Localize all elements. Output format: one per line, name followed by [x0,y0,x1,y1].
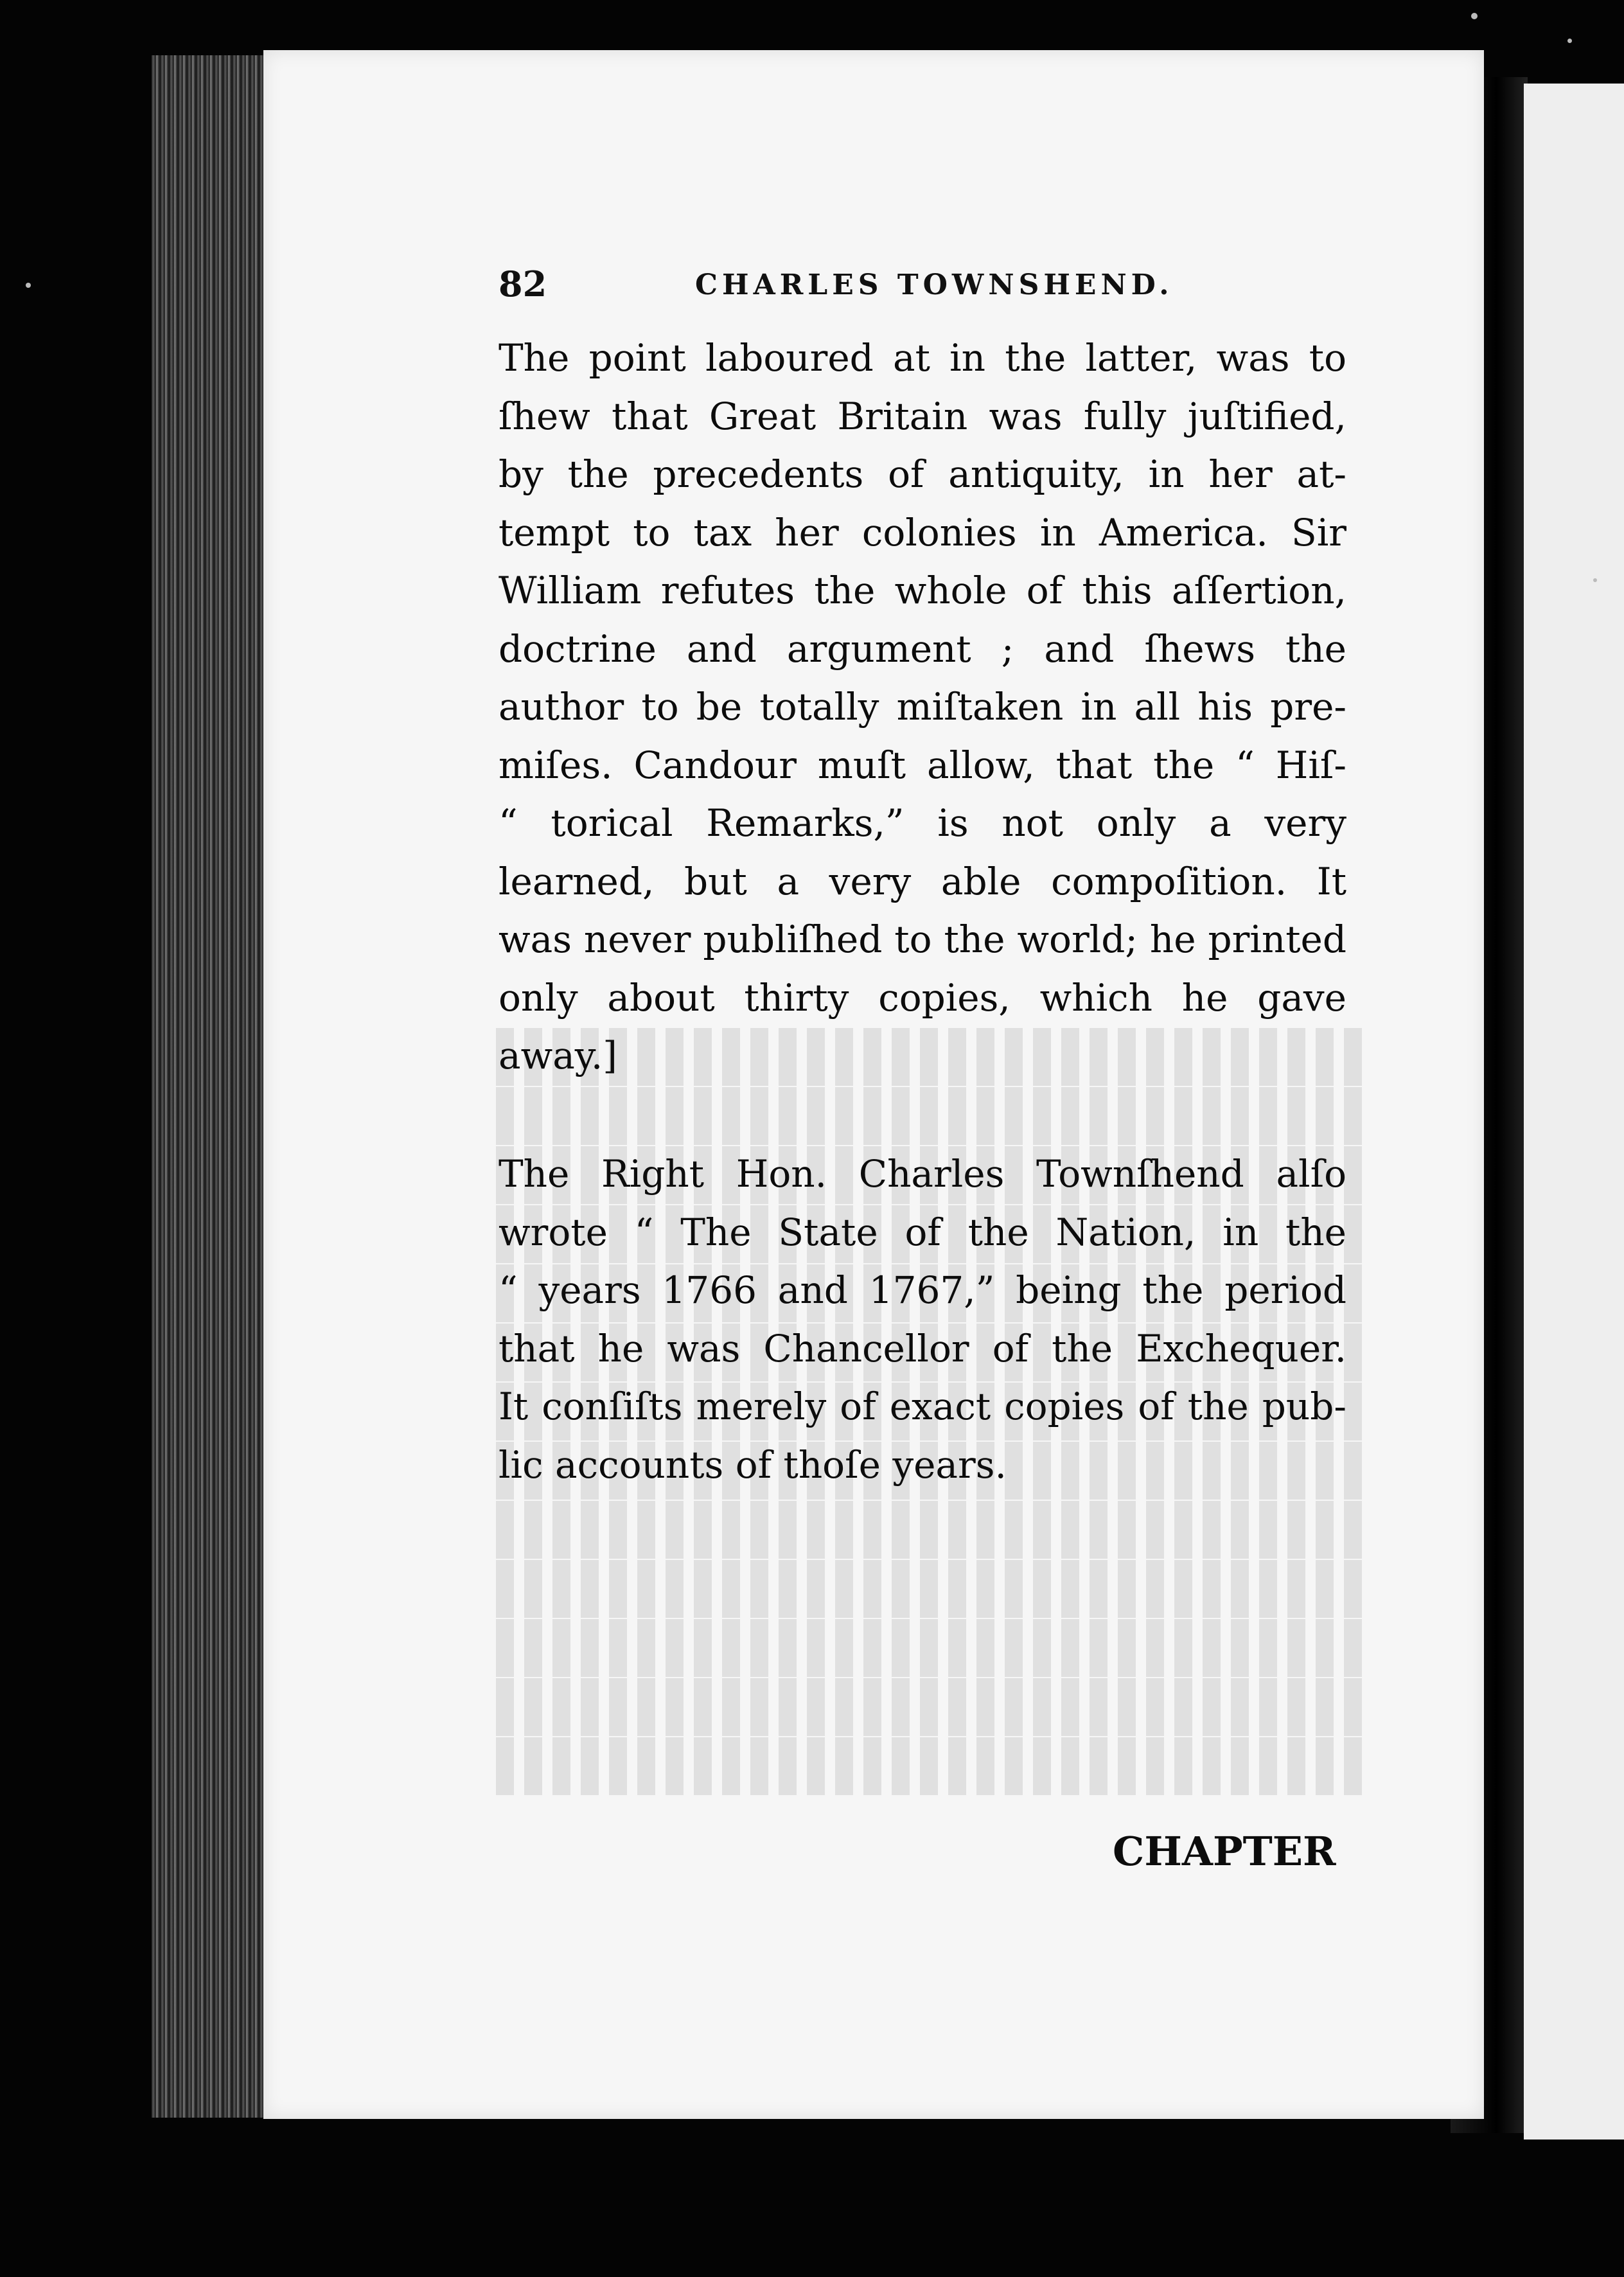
text-line: learned, but a very able compoſition. It [499,859,1346,903]
text-line: only about thirty copies, which he gave [499,975,1346,1020]
running-head-title: CHARLES TOWNSHEND. [695,269,1174,301]
dust-speck [1567,39,1572,43]
text-line: It conſiſts merely of exact copies of the pub- [499,1385,1346,1428]
text-line: doctrine and argument ; and ſhews the [499,626,1346,671]
text-line: that he was Chancellor of the Exchequer. [499,1326,1346,1370]
paragraph-1 [499,329,1346,1085]
text-line: by the precedents of antiquity, in her at- [499,452,1346,496]
dust-speck [26,283,31,288]
text-line: The point laboured at in the latter, was to [499,336,1346,380]
dust-speck [1471,13,1478,19]
text-line: wrote “ The State of the Nation, in the [499,1210,1346,1254]
paragraph-2 [499,1145,1346,1494]
text-line: author to be totally miſtaken in all his pre- [499,685,1346,729]
text-line: away.] [499,1034,617,1077]
text-line: William refutes the whole of this aſſertion, [499,569,1346,612]
page-number: 82 [499,263,547,305]
text-line: was never publiſhed to the world; he printed [499,917,1346,961]
running-head [499,263,1224,308]
adjacent-page-edge [1524,84,1624,2140]
text-line: “ torical Remarks,” is not only a very [499,801,1346,845]
text-line: miſes. Candour muſt allow, that the “ Hiſ- [499,743,1346,787]
text-line: lic accounts of thoſe years. [499,1442,1007,1487]
book-page-edges [152,55,278,2118]
text-line: The Right Hon. Charles Townſhend alſo [499,1152,1346,1196]
text-line: “ years 1766 and 1767,” being the period [499,1268,1346,1312]
catchword: CHAPTER [1113,1828,1336,1875]
dust-speck [1593,578,1597,582]
text-line: tempt to tax her colonies in America. Sir [499,510,1346,554]
text-line: ſhew that Great Britain was fully juſtified, [499,394,1346,438]
